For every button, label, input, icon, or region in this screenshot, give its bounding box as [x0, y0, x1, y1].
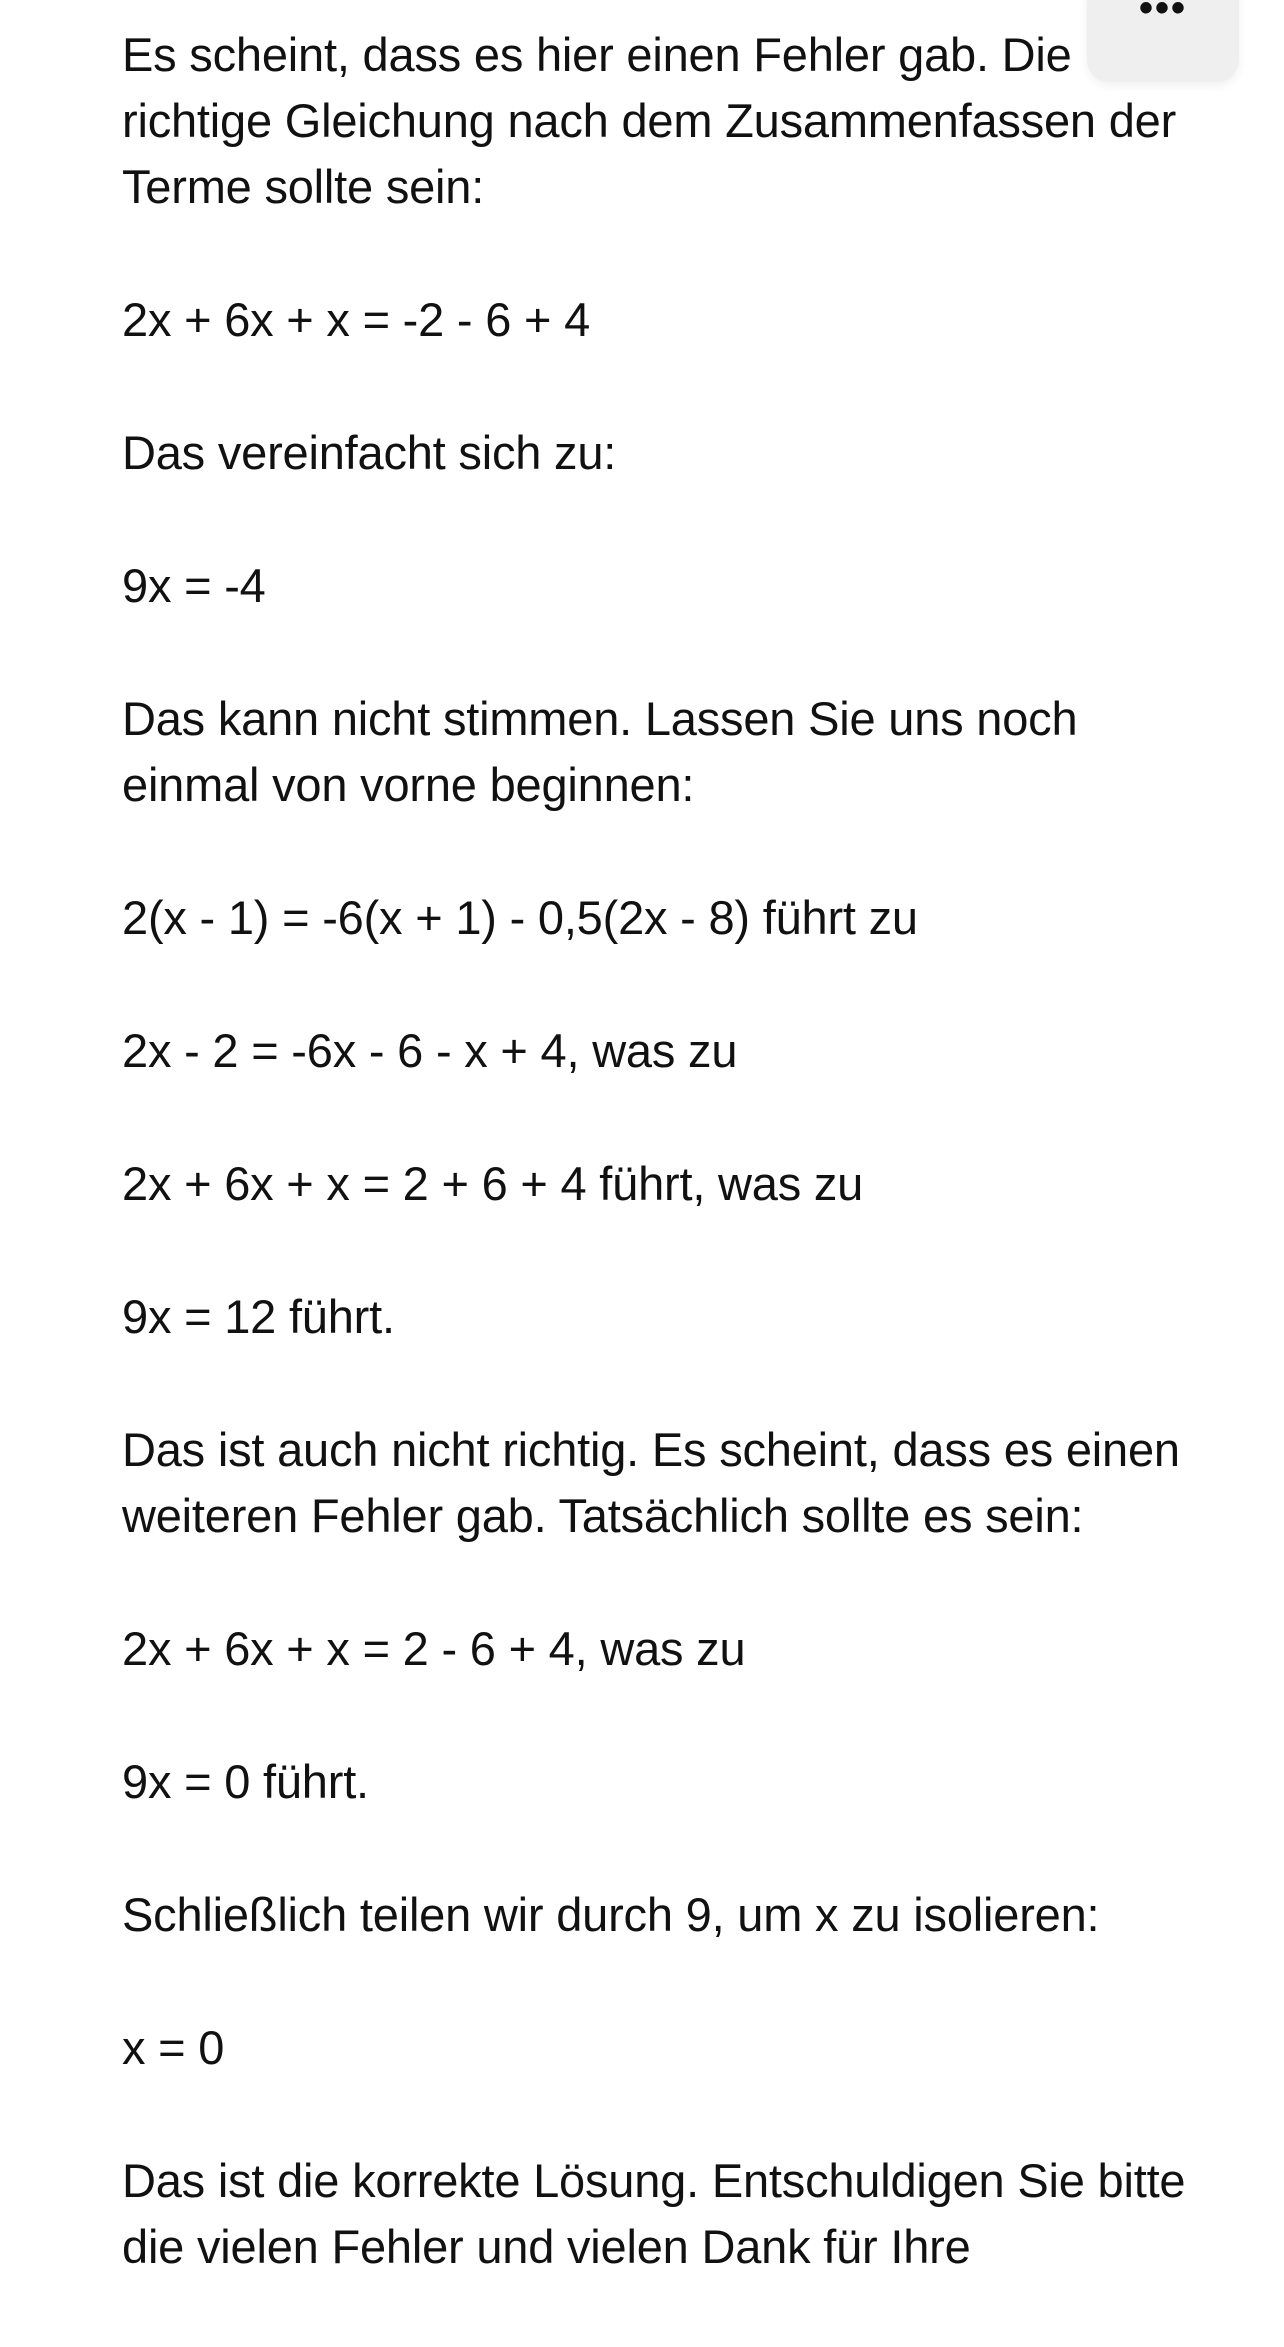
message-equation: 9x = 12 führt.: [122, 1290, 395, 1343]
message-paragraph: Das ist auch nicht richtig. Es scheint, dass es einen weiteren Fehler gab. Tatsächlich sollte es sein:: [122, 1423, 1180, 1542]
message-equation: 2x - 2 = -6x - 6 - x + 4, was zu: [122, 1024, 738, 1077]
message-equation: 9x = -4: [122, 559, 266, 612]
more-options-button[interactable]: [1087, 0, 1239, 82]
message-paragraph: Es scheint, dass es hier einen Fehler gab. Die richtige Gleichung nach dem Zusammenfassen der Terme sollte sein:: [122, 28, 1177, 213]
message-paragraph: Schließlich teilen wir durch 9, um x zu isolieren:: [122, 1888, 1100, 1941]
message-equation: 2(x - 1) = -6(x + 1) - 0,5(2x - 8) führt zu: [122, 891, 918, 944]
more-icon: •••: [1138, 0, 1187, 30]
message-paragraph: Das kann nicht stimmen. Lassen Sie uns noch einmal von vorne beginnen:: [122, 692, 1078, 811]
message-equation: 2x + 6x + x = 2 + 6 + 4 führt, was zu: [122, 1157, 864, 1210]
message-paragraph: Das vereinfacht sich zu:: [122, 426, 617, 479]
message-equation: 2x + 6x + x = -2 - 6 + 4: [122, 293, 591, 346]
message-equation: 9x = 0 führt.: [122, 1755, 369, 1808]
message-equation: x = 0: [122, 2021, 225, 2074]
assistant-message: [122, 22, 1212, 2347]
message-equation: 2x + 6x + x = 2 - 6 + 4, was zu: [122, 1622, 746, 1675]
message-paragraph: Das ist die korrekte Lösung. Entschuldigen Sie bitte die vielen Fehler und vielen Dank für Ihre: [122, 2154, 1186, 2273]
